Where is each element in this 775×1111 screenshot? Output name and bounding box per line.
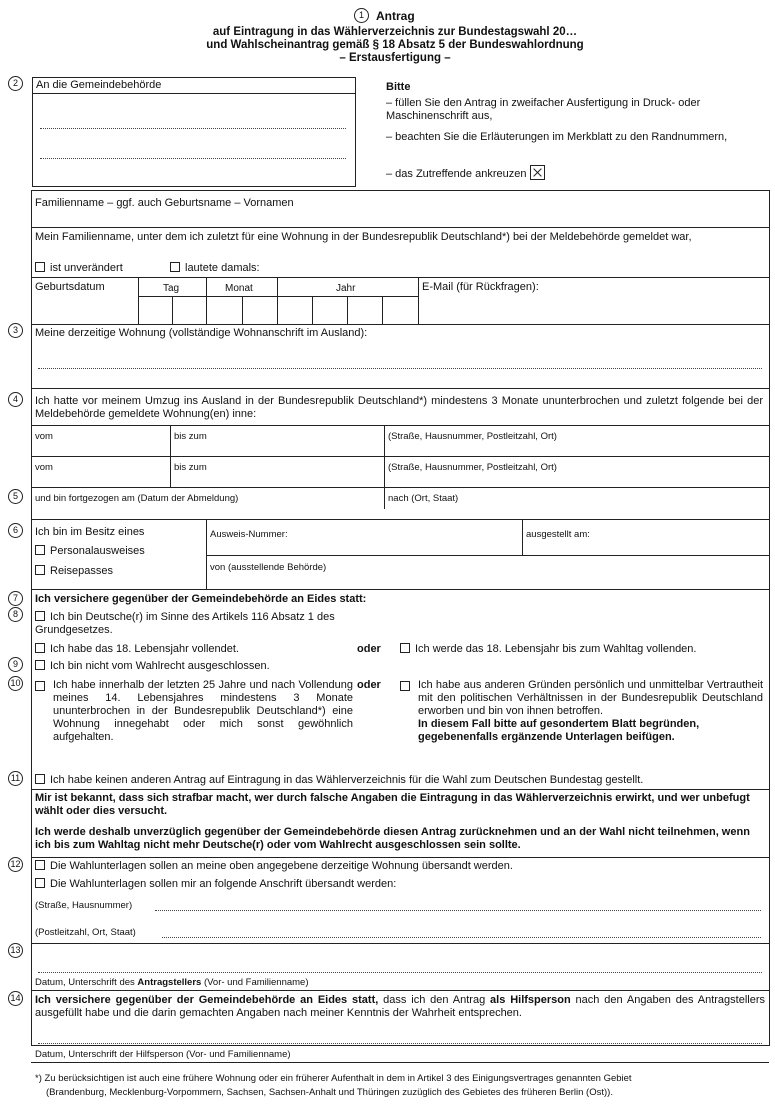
footnote-line-1: *) Zu berücksichtigen ist auch eine frühere Wohnung oder ein früherer Aufenthalt in dem in Artikel 3 des Einigungsvertrages genannten Gebiet bbox=[35, 1073, 632, 1084]
id-number-label: Ausweis-Nummer: bbox=[210, 529, 288, 540]
form-subtitle-2: und Wahlscheinantrag gemäß § 18 Absatz 5 der Bundeswahlordnung bbox=[206, 39, 584, 51]
footnote-line-2: (Brandenburg, Mecklenburg-Vorpommern, Sachsen, Sachsen-Anhalt und Thüringen zuzüglich des Gebietes des früheren Berlin (Ost)). bbox=[46, 1087, 613, 1098]
previous-address-row-1[interactable] bbox=[32, 443, 768, 455]
option-age-reached[interactable]: Ich habe das 18. Lebensjahr vollendet. bbox=[35, 643, 239, 656]
birthdate-month-input[interactable] bbox=[207, 297, 276, 323]
birthdate-year-label: Jahr bbox=[336, 283, 356, 294]
applicant-signature-input[interactable] bbox=[38, 972, 762, 973]
email-label: E-Mail (für Rückfragen): bbox=[422, 281, 539, 293]
previous-address-text: Ich hatte vor meinem Umzug ins Ausland in der Bundesrepublik Deutschland*) mindestens 3 Monate ununterbrochen und zuletzt folgende bei der Meldebehörde gemeldete Wohnung(en) inne: bbox=[35, 395, 763, 420]
helper-signature-input[interactable] bbox=[38, 1043, 762, 1044]
street-label: (Straße, Hausnummer) bbox=[35, 900, 133, 911]
name-field[interactable] bbox=[32, 211, 768, 226]
checkbox-icon bbox=[35, 681, 45, 691]
name-label: Familienname – ggf. auch Geburtsname – Vornamen bbox=[35, 197, 294, 209]
option-name-former[interactable]: lautete damals: bbox=[170, 262, 260, 275]
id-number-input[interactable] bbox=[208, 541, 520, 554]
margin-number-7: 7 bbox=[8, 591, 23, 606]
checkbox-icon bbox=[35, 643, 45, 653]
current-address-input[interactable] bbox=[38, 368, 762, 369]
margin-number-2: 2 bbox=[8, 76, 23, 91]
current-address-label: Meine derzeitige Wohnung (vollständige Wohnanschrift im Ausland): bbox=[35, 327, 368, 339]
option-send-other-address[interactable]: Die Wahlunterlagen sollen mir an folgende Anschrift übersandt werden: bbox=[35, 878, 396, 891]
address-label-2: (Straße, Hausnummer, Postleitzahl, Ort) bbox=[388, 462, 557, 473]
option-residence-25-years[interactable]: Ich habe innerhalb der letzten 25 Jahre und nach Vollendung meines 14. Lebensjahres mindestens 3 Monate ununterbrochen in der Bundesrepublik Deutschland*) eine Wohnung innegehabt oder mich sonst gewöhnlich aufgehalten. bbox=[35, 679, 353, 744]
option-familiarity[interactable]: Ich habe aus anderen Gründen persönlich und unmittelbar Vertrautheit mit den politischen Verhältnissen in der Bundesrepublik Deutschland erworben und bin von ihnen betroffen. In diesem Fall bitte auf gesondertem Blatt begründen, gegebenenfalls ergänzende Unterlagen beifügen. bbox=[400, 679, 763, 744]
previous-name-text: Mein Familienname, unter dem ich zuletzt für eine Wohnung in der Bundesrepublik Deutschland*) bei der Meldebehörde gemeldet war, bbox=[35, 231, 692, 243]
previous-address-row-2[interactable] bbox=[32, 474, 768, 486]
birthdate-day-input[interactable] bbox=[139, 297, 206, 323]
checkbox-icon bbox=[400, 643, 410, 653]
form-title: Antrag bbox=[376, 9, 415, 23]
margin-number-6: 6 bbox=[8, 523, 23, 538]
city-input[interactable] bbox=[162, 937, 761, 938]
margin-number-12: 12 bbox=[8, 857, 23, 872]
bitte-title: Bitte bbox=[386, 81, 411, 93]
option-passport[interactable]: Reisepasses bbox=[35, 565, 113, 578]
warning-text-1: Mir ist bekannt, dass sich strafbar macht, wer durch falsche Angaben die Eintragung in das Wählerverzeichnis erwirkt, und wer unbefugt wählt oder dies versucht. bbox=[35, 792, 750, 817]
form-subtitle-1: auf Eintragung in das Wählerverzeichnis zur Bundestagswahl 20… bbox=[212, 26, 578, 38]
birthdate-year-input[interactable] bbox=[278, 297, 417, 323]
warning-text-2: Ich werde deshalb unverzüglich gegenüber der Gemeindebehörde diesen Antrag zurücknehmen und an der Wahl nicht teilnehmen, wenn ich bis zum Wahltag nicht mehr Deutsche(r) oder vom Wahlrecht ausgeschlossen sein sollte. bbox=[35, 826, 750, 851]
margin-number-8: 8 bbox=[8, 607, 23, 622]
departure-date-label: und bin fortgezogen am (Datum der Abmeldung) bbox=[35, 493, 239, 504]
bitte-item-1: – füllen Sie den Antrag in zweifacher Ausfertigung in Druck- oder Maschinenschrift aus, bbox=[386, 97, 701, 122]
margin-number-3: 3 bbox=[8, 323, 23, 338]
option-age-by-election[interactable]: Ich werde das 18. Lebensjahr bis zum Wahltag vollenden. bbox=[400, 643, 696, 656]
address-box-label: An die Gemeindebehörde bbox=[36, 79, 162, 91]
option-german-citizen[interactable]: Ich bin Deutsche(r) im Sinne des Artikels 116 Absatz 1 des Grundgesetzes. bbox=[35, 611, 335, 636]
margin-number-5: 5 bbox=[8, 489, 23, 504]
issued-date-input[interactable] bbox=[524, 541, 767, 554]
oath-heading: Ich versichere gegenüber der Gemeindebehörde an Eides statt: bbox=[35, 593, 367, 605]
issuing-authority-label: von (ausstellende Behörde) bbox=[210, 562, 327, 573]
oder-label-1: oder bbox=[357, 643, 381, 655]
birthdate-day-label: Tag bbox=[163, 283, 180, 294]
option-id-card[interactable]: Personalausweises bbox=[35, 545, 145, 558]
margin-number-10: 10 bbox=[8, 676, 23, 691]
checkbox-icon bbox=[35, 774, 45, 784]
checkbox-icon bbox=[35, 262, 45, 272]
birthdate-label: Geburtsdatum bbox=[35, 281, 105, 293]
until-label-2: bis zum bbox=[174, 462, 207, 473]
city-label: (Postleitzahl, Ort, Staat) bbox=[35, 927, 136, 938]
option-not-excluded[interactable]: Ich bin nicht vom Wahlrecht ausgeschlossen. bbox=[35, 660, 270, 673]
checkbox-icon bbox=[35, 660, 45, 670]
destination-label: nach (Ort, Staat) bbox=[388, 493, 459, 504]
applicant-signature-label: Datum, Unterschrift des Antragstellers (Vor- und Familienname) bbox=[35, 977, 309, 988]
address-label-1: (Straße, Hausnummer, Postleitzahl, Ort) bbox=[388, 431, 557, 442]
margin-number-14: 14 bbox=[8, 991, 23, 1006]
address-line-1[interactable] bbox=[40, 128, 346, 129]
margin-number-4: 4 bbox=[8, 392, 23, 407]
issued-date-label: ausgestellt am: bbox=[526, 529, 590, 540]
margin-number-1: 1 bbox=[354, 8, 369, 23]
checkbox-icon bbox=[35, 878, 45, 888]
crossed-box-icon bbox=[530, 165, 545, 180]
address-line-2[interactable] bbox=[40, 158, 346, 159]
margin-number-11: 11 bbox=[8, 771, 23, 786]
option-send-current-address[interactable]: Die Wahlunterlagen sollen an meine oben angegebene derzeitige Wohnung übersandt werden. bbox=[35, 860, 513, 873]
margin-number-13: 13 bbox=[8, 943, 23, 958]
departure-date-input[interactable] bbox=[32, 505, 382, 517]
checkbox-icon bbox=[35, 565, 45, 575]
margin-number-9: 9 bbox=[8, 657, 23, 672]
bitte-item-2: – beachten Sie die Erläuterungen im Merkblatt zu den Randnummern, bbox=[386, 131, 728, 143]
checkbox-icon bbox=[35, 860, 45, 870]
birthdate-month-label: Monat bbox=[225, 283, 253, 294]
helper-signature-label: Datum, Unterschrift der Hilfsperson (Vor- und Familienname) bbox=[35, 1049, 291, 1060]
email-input[interactable] bbox=[420, 296, 767, 323]
checkbox-icon bbox=[170, 262, 180, 272]
form-subtitle-3: – Erstausfertigung – bbox=[339, 52, 451, 64]
issuing-authority-input[interactable] bbox=[208, 574, 767, 588]
id-possession-label: Ich bin im Besitz eines bbox=[35, 526, 145, 538]
until-label-1: bis zum bbox=[174, 431, 207, 442]
oder-label-2: oder bbox=[357, 679, 381, 691]
helper-oath-text: Ich versichere gegenüber der Gemeindebehörde an Eides statt, dass ich den Antrag als Hilfsperson nach den Angaben des Antragstellers ausgefüllt habe und die darin gemachten Angaben nach meiner Kenntnis der Wahrheit entsprechen. bbox=[35, 994, 765, 1019]
street-input[interactable] bbox=[155, 910, 761, 911]
checkbox-icon bbox=[35, 545, 45, 555]
option-no-other-application[interactable]: Ich habe keinen anderen Antrag auf Eintragung in das Wählerverzeichnis für die Wahl zum Deutschen Bundestag gestellt. bbox=[35, 774, 643, 787]
option-name-unchanged[interactable]: ist unverändert bbox=[35, 262, 123, 275]
destination-input[interactable] bbox=[386, 505, 767, 517]
checkbox-icon bbox=[35, 611, 45, 621]
bitte-item-3: – das Zutreffende ankreuzen bbox=[386, 165, 545, 181]
from-label-2: vom bbox=[35, 462, 53, 473]
checkbox-icon bbox=[400, 681, 410, 691]
from-label-1: vom bbox=[35, 431, 53, 442]
